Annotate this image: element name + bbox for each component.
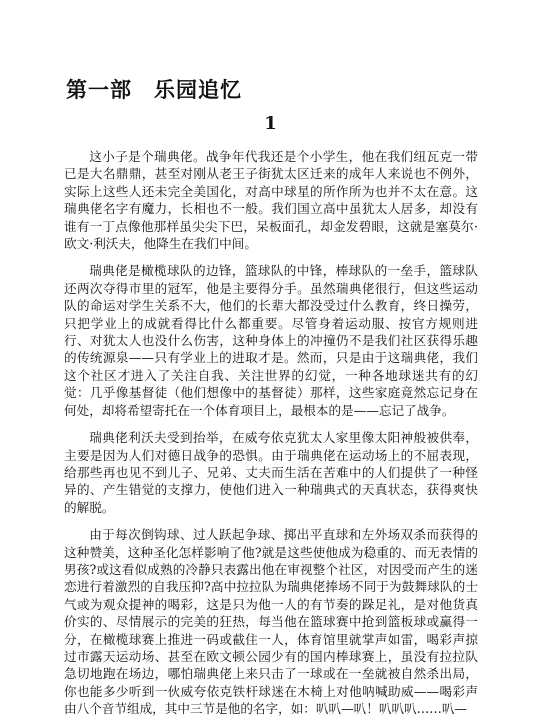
- paragraph-1: 这小子是个瑞典佬。战争年代我还是个小学生，他在我们纽瓦克一带已是大名鼎鼎，甚至对刚从老王子街犹太区迁来的成年人来说也不例外，实际上这些人还未完全美国化，对高中球星的所作所为也并不太在意。这瑞典佬名字有魔力，长相也不一般。我们国立高中虽犹太人居多，却没有谁有一丁点像他那样虽尖尖下巴，呆板面孔，却金发碧眼，这就是塞莫尔·欧文·利沃夫，他降生在我们中间。: [64, 149, 478, 252]
- paragraph-4: 由于每次倒钩球、过人跃起争球、掷出平直球和左外场双杀而获得的这种赞美，这种圣化怎样影响了他?就是这些使他成为稳重的、而无表情的男孩?或这看似成熟的冷静只表露出他在审视整个社区，对因受而产生的迷恋进行着激烈的自我压抑?高中拉拉队为瑞典佬捧场不同于为鼓舞球队的士气或为观众提神的喝彩，这是只为他一人的有节奏的跺足礼，是对他货真价实的、尽情展示的完美的狂热，每当他在篮球赛中抢到篮板球或赢得一分，在橄榄球赛上推进一码或截住一人，体育馆里就掌声如雷，喝彩声掠过市露天运动场、甚至在欧文顿公园少有的国内棒球赛上，虽没有拉拉队急切地跑在场边，哪怕瑞典佬上来只击了一球或在一垒就被自然杀出局，你也能多少听到一伙威夸依克铁杆球迷在木椅上对他呐喊助威——喝彩声由八个音节组成，其中三节是他的名字，如：叭叭—叭！叭叭叭……叭—: [64, 527, 478, 717]
- chapter-number: 1: [264, 113, 277, 134]
- paragraph-3: 瑞典佬利沃夫受到抬举，在威夸依克犹太人家里像太阳神般被供奉，主要是因为人们对德日战争的恐惧。由于瑞典佬在运动场上的不屈表现，给那些再也见不到儿子、兄弟、丈夫而生活在苦难中的人们提供了一种怪异的、产生错觉的支撑力，使他们进入一种瑞典式的天真状态，获得爽快的解脱。: [64, 430, 478, 515]
- body-text: [64, 148, 478, 728]
- paragraph-2: 瑞典佬是橄榄球队的边锋，篮球队的中锋，棒球队的一垒手，篮球队还两次夺得市里的冠军，他是主要得分手。虽然瑞典佬很行，但这些运动队的命运对学生关系不大，他们的长辈大都没受过什么教育，终日操劳，只把学业上的成就看得比什么都重要。尽管身着运动服、按官方规则进行、对犹太人也没什么伤害，这种身体上的冲撞仍不是我们社区获得乐趣的传统源泉——只有学业上的进取才是。然而，只是由于这瑞典佬，我们这个社区才进入了关注自我、关注世界的幻觉，一种各地球迷共有的幻觉：几乎像基督徒（他们想像中的基督徒）那样，这些家庭竟然忘记身在何处，却将希望寄托在一个体育项目上，最根本的是——忘记了战争。: [64, 263, 478, 418]
- part-title: 第一部 乐园追忆: [66, 77, 242, 102]
